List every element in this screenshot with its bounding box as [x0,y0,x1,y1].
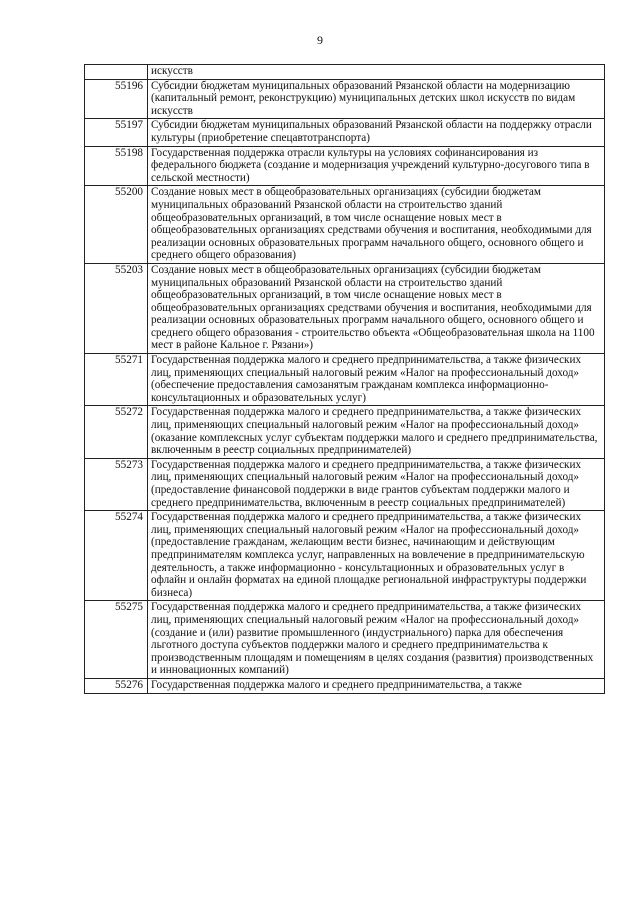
row-code: 55203 [85,263,148,353]
row-description: искусств [148,65,605,80]
row-description: Государственная поддержка малого и среднего предпринимательства, а также физических лиц, применяющих специальный налоговый режим «Налог на профессиональный доход» (создание и (или) развитие промышленного (индустриального) парка для обеспечения льготного доступа субъектов поддержки малого и среднего предпринимательства к производственным площадям и помещениям в целях создания (развития) производственных и инновационных компаний) [148,601,605,679]
row-description: Субсидии бюджетам муниципальных образований Рязанской области на поддержку отрасли культуры (приобретение спецавтотранспорта) [148,119,605,146]
row-description: Государственная поддержка малого и среднего предпринимательства, а также физических лиц, применяющих специальный налоговый режим «Налог на профессиональный доход» (предоставление гражданам, желающим вести бизнес, начинающим и действующим предпринимателям комплекса услуг, направленных на вовлечение в предпринимательскую деятельность, а также информационно - консультационных и образовательных услуг в офлайн и онлайн форматах на единой площадке региональной инфраструктуры поддержки бизнеса) [148,511,605,601]
row-code: 55196 [85,79,148,119]
row-description: Государственная поддержка малого и среднего предпринимательства, а также [148,678,605,693]
page-number: 9 [317,33,323,47]
row-description: Государственная поддержка малого и среднего предпринимательства, а также физических лиц, применяющих специальный налоговый режим «Налог на профессиональный доход» (оказание комплексных услуг субъектам поддержки малого и среднего предпринимательства, включенным в реестр социальных предпринимателей) [148,406,605,458]
row-code: 55273 [85,458,148,510]
row-code: 55197 [85,119,148,146]
table-row [85,186,605,264]
table-row [85,354,605,406]
table-row [85,511,605,601]
row-code: 55200 [85,186,148,264]
row-description: Государственная поддержка малого и среднего предпринимательства, а также физических лиц, применяющих специальный налоговый режим «Налог на профессиональный доход» (предоставление финансовой поддержки в виде грантов субъектам поддержки малого и среднего предпринимательства, включенным в реестр социальных предпринимателей) [148,458,605,510]
row-code: 55274 [85,511,148,601]
row-code: 55275 [85,601,148,679]
table-row [85,79,605,119]
row-description: Создание новых мест в общеобразовательных организациях (субсидии бюджетам муниципальных образований Рязанской области на строительство зданий общеобразовательных организаций, в том числе оснащение новых мест в общеобразовательных организациях средствами обучения и воспитания, необходимыми для реализации основных образовательных программ начального общего, основного общего и среднего общего образования) [148,186,605,264]
table-row [85,458,605,510]
table-row [85,678,605,693]
row-description: Создание новых мест в общеобразовательных организациях (субсидии бюджетам муниципальных образований Рязанской области на строительство зданий общеобразовательных организаций, в том числе оснащение новых мест в общеобразовательных организациях средствами обучения и воспитания, необходимыми для реализации основных образовательных программ начального общего, основного общего и среднего общего образования - строительство объекта «Общеобразовательная школа на 1100 мест в районе Кальное г. Рязани») [148,263,605,353]
table-row [85,65,605,80]
row-description: Государственная поддержка малого и среднего предпринимательства, а также физических лиц, применяющих специальный налоговый режим «Налог на профессиональный доход» (обеспечение предоставления самозанятым гражданам комплекса информационно- консультационных и образовательных услуг) [148,354,605,406]
row-code: 55271 [85,354,148,406]
table-row [85,406,605,458]
row-description: Субсидии бюджетам муниципальных образований Рязанской области на модернизацию (капитальный ремонт, реконструкцию) муниципальных детских школ искусств по видам искусств [148,79,605,119]
row-code: 55198 [85,146,148,186]
table-row [85,263,605,353]
budget-code-table [84,64,605,694]
row-code: 55276 [85,678,148,693]
row-description: Государственная поддержка отрасли культуры на условиях софинансирования из федерального бюджета (создание и модернизация учреждений культурно-досугового типа в сельской местности) [148,146,605,186]
table-row [85,146,605,186]
table-row [85,119,605,146]
row-code [85,65,148,80]
row-code: 55272 [85,406,148,458]
table-row [85,601,605,679]
